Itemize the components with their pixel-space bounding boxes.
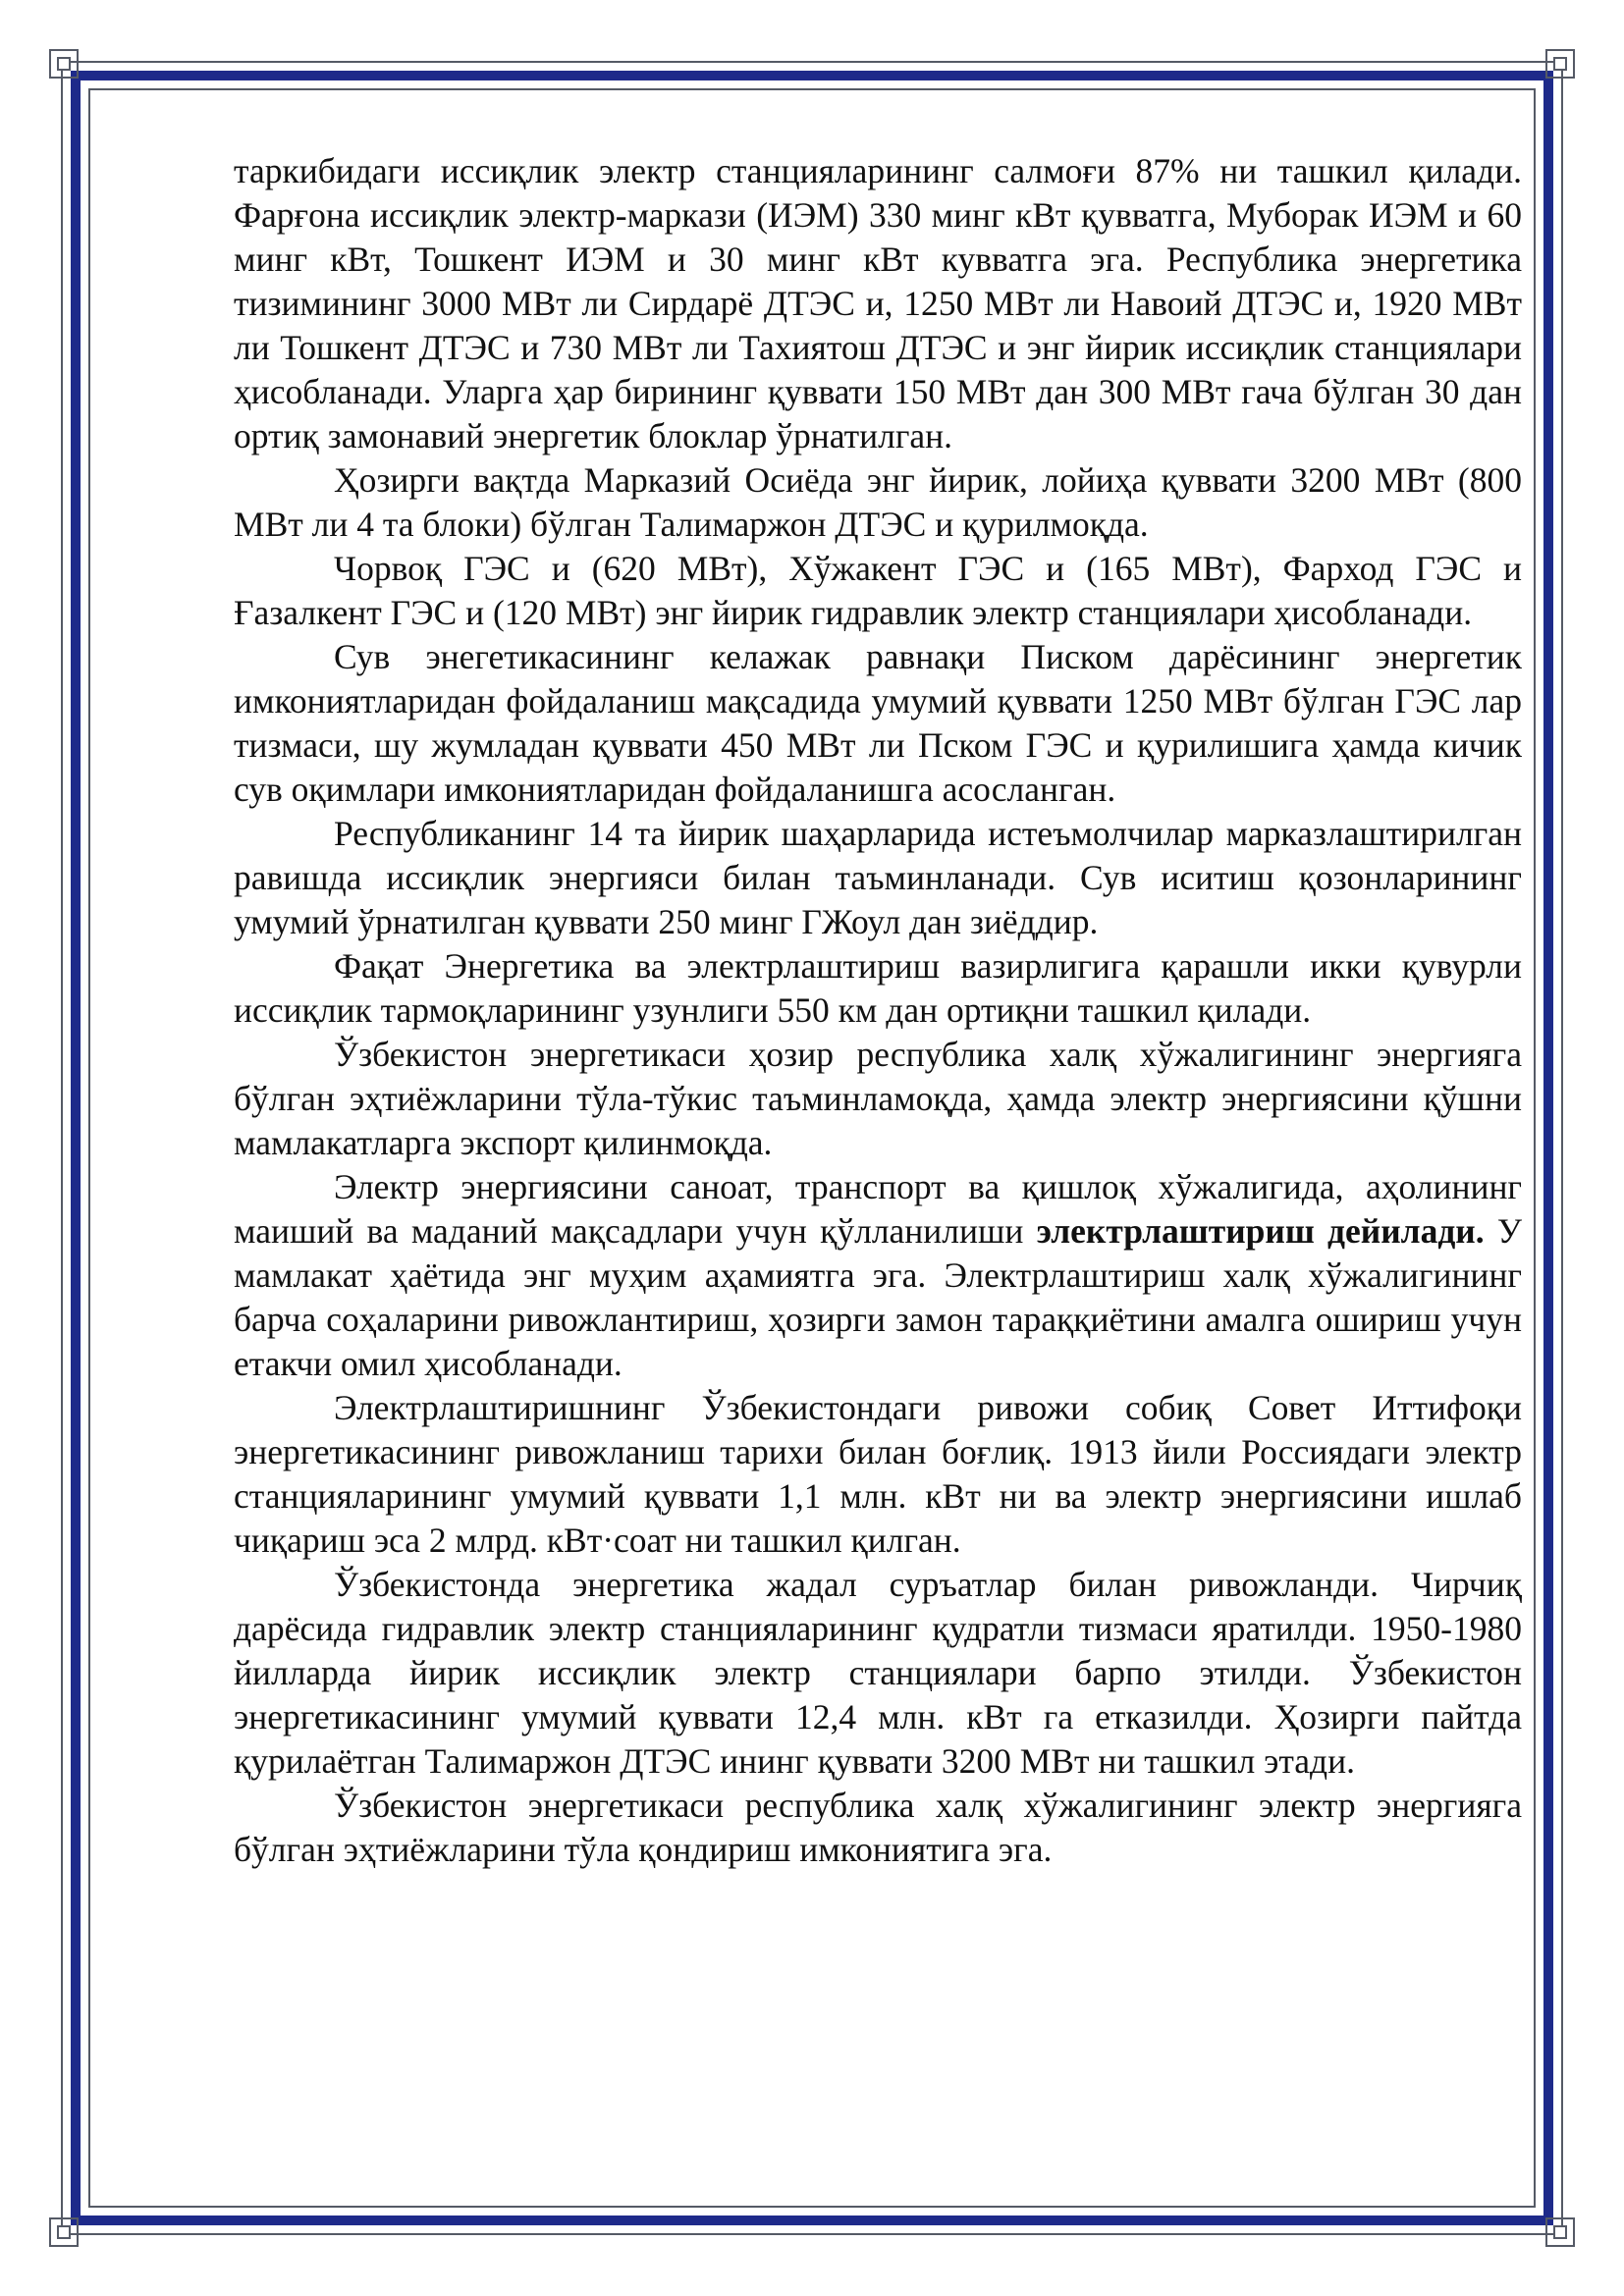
frame-corner-ornament	[49, 49, 79, 79]
paragraph: Фақат Энергетика ва электрлаштириш вазирлигига қарашли икки қувурли иссиқлик тармоқларининг узунлиги 550 км дан ортиқни ташкил қилади.	[234, 946, 1522, 1030]
frame-corner-ornament	[1545, 49, 1575, 79]
paragraph: Ўзбекистон энергетикаси ҳозир республика халқ хўжалигининг энергияга бўлган эҳтиёжларини тўла-тўкис таъминламоқда, ҳамда электр энергиясини қўшни мамлакатларга экспорт қилинмоқда.	[234, 1035, 1522, 1162]
paragraph: Ўзбекистон энергетикаси республика халқ хўжалигининг электр энергияга бўлган эҳтиёжларини тўла қондириш имкониятига эга.	[234, 1786, 1522, 1869]
frame-corner-ornament	[49, 2217, 79, 2247]
document-body	[234, 149, 1522, 1872]
paragraph: Республиканинг 14 та йирик шаҳарларида истеъмолчилар марказлаштирилган равишда иссиқлик энергияси билан таъминланади. Сув иситиш қозонларининг умумий ўрнатилган қуввати 250 минг ГЖоул дан зиёддир.	[234, 814, 1522, 941]
paragraph: Ўзбекистонда энергетика жадал суръатлар билан ривожланди. Чирчиқ дарёсида гидравлик электр станцияларининг қудратли тизмаси яратилди. 1950-1980 йилларда йирик иссиқлик электр станциялари барпо этилди. Ўзбекистон энергетикасининг умумий қуввати 12,4 млн. кВт га етказилди. Ҳозирги пайтда қурилаётган Талимаржон ДТЭС ининг қуввати 3200 МВт ни ташкил этади.	[234, 1565, 1522, 1781]
paragraph-text: Электр энергиясини саноат, транспорт ва қишлоқ хўжалигида, аҳолининг маиший ва маданий мақсадлари учун қўлланилиши	[234, 1167, 1522, 1251]
term-definition-bold: электрлаштириш дейилади.	[1036, 1211, 1485, 1251]
paragraph-text: У мамлакат ҳаётида энг муҳим аҳамиятга эга. Электрлаштириш халқ хўжалигининг барча соҳаларини ривожлантириш, ҳозирги замон тараққиётини амалга ошириш учун етакчи омил ҳисобланади.	[234, 1211, 1522, 1383]
paragraph-electrification-definition	[234, 1165, 1522, 1386]
paragraph: Электрлаштиришнинг Ўзбекистондаги ривожи собиқ Совет Иттифоқи энергетикасининг ривожланиш тарихи билан боғлиқ. 1913 йили Россиядаги электр станцияларининг умумий қуввати 1,1 млн. кВт ни ва электр энергиясини ишлаб чиқариш эса 2 млрд. кВт·соат ни ташкил қилган.	[234, 1388, 1522, 1560]
frame-corner-ornament	[1545, 2217, 1575, 2247]
paragraph: Ҳозирги вақтда Марказий Осиёда энг йирик, лойиҳа қуввати 3200 МВт (800 МВт ли 4 та блоки) бўлган Талимаржон ДТЭС и қурилмоқда.	[234, 460, 1522, 544]
paragraph: Сув энегетикасининг келажак равнақи Писком дарёсининг энергетик имкониятларидан фойдаланиш мақсадида умумий қуввати 1250 МВт бўлган ГЭС лар тизмаси, шу жумладан қуввати 450 МВт ли Пском ГЭС и қурилишига ҳамда кичик сув оқимлари имкониятларидан фойдаланишга асосланган.	[234, 637, 1522, 809]
paragraph: таркибидаги иссиқлик электр станцияларининг салмоғи 87% ни ташкил қилади. Фарғона иссиқлик электр-маркази (ИЭМ) 330 минг кВт қувватга, Муборак ИЭМ и 60 минг кВт, Тошкент ИЭМ и 30 минг кВт кувватга эга. Республика энергетика тизимининг 3000 МВт ли Сирдарё ДТЭС и, 1250 МВт ли Навоий ДТЭС и, 1920 МВт ли Тошкент ДТЭС и 730 МВт ли Тахиятош ДТЭС и энг йирик иссиқлик станциялари ҳисобланади. Уларга ҳар бирининг қуввати 150 МВт дан 300 МВт гача бўлган 30 дан ортиқ замонавий энергетик блоклар ўрнатилган.	[234, 151, 1522, 455]
paragraph: Чорвоқ ГЭС и (620 МВт), Хўжакент ГЭС и (165 МВт), Фарход ГЭС и Ғазалкент ГЭС и (120 МВт) энг йирик гидравлик электр станциялари ҳисобланади.	[234, 549, 1522, 632]
